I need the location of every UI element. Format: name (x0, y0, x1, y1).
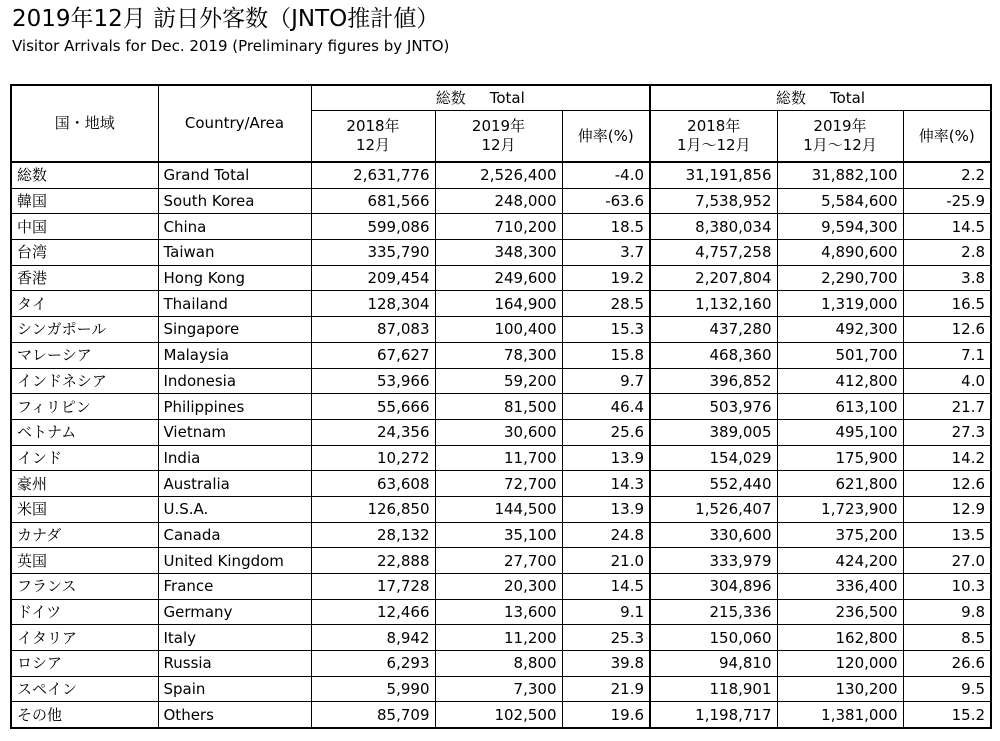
cell-ytd-2019: 1,723,900 (777, 496, 903, 522)
cell-dec-2019: 7,300 (435, 676, 562, 702)
cell-ytd-2018: 4,757,258 (650, 240, 777, 266)
cell-dec-growth: 15.8 (562, 342, 650, 368)
cell-ytd-2019: 1,381,000 (777, 702, 903, 728)
cell-region-ja: シンガポール (11, 317, 158, 343)
table-row (11, 522, 991, 548)
header-ytd-2018 (650, 111, 777, 163)
cell-dec-growth: 13.9 (562, 496, 650, 522)
cell-region-ja: ロシア (11, 651, 158, 677)
cell-ytd-growth: 9.5 (903, 676, 991, 702)
cell-ytd-growth: 3.8 (903, 265, 991, 291)
cell-ytd-2019: 613,100 (777, 394, 903, 420)
cell-region-en: United Kingdom (158, 548, 311, 574)
cell-dec-2019: 348,300 (435, 240, 562, 266)
cell-dec-2019: 81,500 (435, 394, 562, 420)
cell-ytd-growth: 12.6 (903, 317, 991, 343)
cell-region-en: India (158, 445, 311, 471)
cell-region-ja: 英国 (11, 548, 158, 574)
cell-ytd-2019: 495,100 (777, 419, 903, 445)
cell-dec-2018: 8,942 (311, 625, 435, 651)
cell-dec-2019: 8,800 (435, 651, 562, 677)
cell-region-ja: 総数 (11, 162, 158, 188)
cell-region-en: Indonesia (158, 368, 311, 394)
cell-dec-2018: 209,454 (311, 265, 435, 291)
cell-ytd-growth: 2.2 (903, 162, 991, 188)
cell-ytd-2019: 120,000 (777, 651, 903, 677)
cell-dec-2018: 55,666 (311, 394, 435, 420)
cell-region-ja: 台湾 (11, 240, 158, 266)
cell-ytd-2018: 552,440 (650, 471, 777, 497)
cell-ytd-2019: 162,800 (777, 625, 903, 651)
cell-dec-2018: 67,627 (311, 342, 435, 368)
cell-ytd-2018: 437,280 (650, 317, 777, 343)
cell-ytd-growth: 8.5 (903, 625, 991, 651)
cell-region-ja: フランス (11, 574, 158, 600)
header-ytd-2018-year: 2018年 (687, 117, 741, 135)
table-row (11, 214, 991, 240)
cell-ytd-growth: 10.3 (903, 574, 991, 600)
cell-dec-2018: 599,086 (311, 214, 435, 240)
cell-ytd-2018: 94,810 (650, 651, 777, 677)
cell-ytd-2018: 304,896 (650, 574, 777, 600)
header-dec-2018 (311, 111, 435, 163)
cell-region-ja: タイ (11, 291, 158, 317)
cell-dec-2019: 59,200 (435, 368, 562, 394)
cell-ytd-growth: 15.2 (903, 702, 991, 728)
cell-dec-2019: 11,700 (435, 445, 562, 471)
cell-ytd-growth: 9.8 (903, 599, 991, 625)
cell-dec-growth: 21.0 (562, 548, 650, 574)
cell-dec-growth: 39.8 (562, 651, 650, 677)
cell-dec-2018: 53,966 (311, 368, 435, 394)
cell-region-ja: 韓国 (11, 188, 158, 214)
cell-dec-growth: 21.9 (562, 676, 650, 702)
cell-ytd-2018: 150,060 (650, 625, 777, 651)
cell-dec-growth: 25.3 (562, 625, 650, 651)
cell-region-en: Spain (158, 676, 311, 702)
cell-ytd-2019: 130,200 (777, 676, 903, 702)
cell-region-ja: 香港 (11, 265, 158, 291)
cell-region-en: Malaysia (158, 342, 311, 368)
header-ytd-2018-period: 1月～12月 (676, 136, 751, 154)
cell-dec-growth: 46.4 (562, 394, 650, 420)
header-group-annual (650, 85, 991, 111)
cell-region-en: U.S.A. (158, 496, 311, 522)
cell-ytd-growth: 26.6 (903, 651, 991, 677)
cell-dec-2019: 102,500 (435, 702, 562, 728)
cell-region-ja: イタリア (11, 625, 158, 651)
table-row (11, 625, 991, 651)
cell-ytd-2018: 31,191,856 (650, 162, 777, 188)
cell-dec-2018: 128,304 (311, 291, 435, 317)
cell-ytd-2019: 175,900 (777, 445, 903, 471)
header-ytd-2019 (777, 111, 903, 163)
cell-region-ja: 豪州 (11, 471, 158, 497)
cell-dec-2018: 126,850 (311, 496, 435, 522)
header-ytd-2019-year: 2019年 (813, 117, 867, 135)
cell-region-ja: ベトナム (11, 419, 158, 445)
cell-region-en: Grand Total (158, 162, 311, 188)
header-region-ja: 国・地域 (11, 85, 158, 162)
header-group-annual-en: Total (830, 88, 866, 107)
cell-ytd-2019: 5,584,600 (777, 188, 903, 214)
table-row (11, 676, 991, 702)
cell-region-ja: 米国 (11, 496, 158, 522)
cell-ytd-2018: 2,207,804 (650, 265, 777, 291)
cell-ytd-2018: 1,198,717 (650, 702, 777, 728)
cell-dec-growth: 9.1 (562, 599, 650, 625)
cell-ytd-2019: 31,882,100 (777, 162, 903, 188)
header-growth-annual: 伸率(%) (903, 111, 991, 163)
cell-ytd-2018: 333,979 (650, 548, 777, 574)
table-row (11, 599, 991, 625)
cell-dec-growth: 28.5 (562, 291, 650, 317)
table-row (11, 471, 991, 497)
cell-region-ja: マレーシア (11, 342, 158, 368)
cell-ytd-2019: 492,300 (777, 317, 903, 343)
cell-region-en: Vietnam (158, 419, 311, 445)
table-row (11, 702, 991, 728)
header-dec-2019-year: 2019年 (471, 117, 526, 135)
cell-dec-2018: 10,272 (311, 445, 435, 471)
cell-ytd-2018: 330,600 (650, 522, 777, 548)
cell-dec-growth: 3.7 (562, 240, 650, 266)
cell-dec-2018: 85,709 (311, 702, 435, 728)
cell-dec-growth: -63.6 (562, 188, 650, 214)
cell-region-en: Philippines (158, 394, 311, 420)
cell-region-en: China (158, 214, 311, 240)
cell-ytd-2019: 9,594,300 (777, 214, 903, 240)
table-row (11, 368, 991, 394)
cell-dec-2019: 249,600 (435, 265, 562, 291)
cell-region-en: Australia (158, 471, 311, 497)
cell-dec-2019: 100,400 (435, 317, 562, 343)
header-group-monthly (311, 85, 650, 111)
cell-region-en: Russia (158, 651, 311, 677)
header-region-en: Country/Area (158, 85, 311, 162)
cell-ytd-2019: 1,319,000 (777, 291, 903, 317)
cell-dec-2018: 28,132 (311, 522, 435, 548)
cell-ytd-growth: 12.9 (903, 496, 991, 522)
cell-ytd-2018: 503,976 (650, 394, 777, 420)
cell-dec-growth: 19.2 (562, 265, 650, 291)
cell-region-ja: 中国 (11, 214, 158, 240)
cell-ytd-2019: 2,290,700 (777, 265, 903, 291)
cell-ytd-2018: 468,360 (650, 342, 777, 368)
cell-ytd-2019: 501,700 (777, 342, 903, 368)
table-row (11, 445, 991, 471)
cell-dec-2018: 681,566 (311, 188, 435, 214)
cell-dec-2018: 24,356 (311, 419, 435, 445)
cell-ytd-2018: 215,336 (650, 599, 777, 625)
cell-dec-growth: 14.5 (562, 574, 650, 600)
cell-region-ja: スペイン (11, 676, 158, 702)
header-group-monthly-ja: 総数 (435, 88, 466, 107)
cell-ytd-2018: 8,380,034 (650, 214, 777, 240)
cell-dec-2018: 12,466 (311, 599, 435, 625)
cell-region-en: Singapore (158, 317, 311, 343)
cell-dec-2019: 78,300 (435, 342, 562, 368)
header-dec-2018-month: 12月 (355, 136, 391, 154)
cell-ytd-growth: 13.5 (903, 522, 991, 548)
table-row (11, 265, 991, 291)
cell-ytd-2019: 236,500 (777, 599, 903, 625)
cell-dec-growth: -4.0 (562, 162, 650, 188)
cell-ytd-growth: 14.5 (903, 214, 991, 240)
table-row (11, 419, 991, 445)
cell-ytd-2019: 375,200 (777, 522, 903, 548)
cell-dec-2019: 248,000 (435, 188, 562, 214)
cell-region-ja: インドネシア (11, 368, 158, 394)
header-ytd-2019-period: 1月～12月 (803, 136, 877, 154)
cell-dec-2019: 11,200 (435, 625, 562, 651)
cell-ytd-2018: 7,538,952 (650, 188, 777, 214)
table-row (11, 394, 991, 420)
table-row (11, 651, 991, 677)
cell-dec-2019: 35,100 (435, 522, 562, 548)
cell-dec-growth: 13.9 (562, 445, 650, 471)
cell-ytd-2019: 336,400 (777, 574, 903, 600)
cell-dec-growth: 25.6 (562, 419, 650, 445)
visitor-arrivals-table (10, 84, 992, 729)
table-row (11, 162, 991, 188)
cell-ytd-2018: 389,005 (650, 419, 777, 445)
cell-ytd-2019: 424,200 (777, 548, 903, 574)
cell-ytd-2018: 118,901 (650, 676, 777, 702)
page-title: 2019年12月 訪日外客数（JNTO推計値） (12, 6, 440, 32)
cell-region-en: Others (158, 702, 311, 728)
table-row (11, 548, 991, 574)
cell-ytd-growth: 16.5 (903, 291, 991, 317)
cell-region-en: Hong Kong (158, 265, 311, 291)
table-row (11, 496, 991, 522)
cell-region-en: Canada (158, 522, 311, 548)
cell-ytd-growth: 14.2 (903, 445, 991, 471)
cell-ytd-growth: 2.8 (903, 240, 991, 266)
cell-region-ja: カナダ (11, 522, 158, 548)
cell-region-en: Thailand (158, 291, 311, 317)
cell-ytd-growth: 4.0 (903, 368, 991, 394)
page-subtitle: Visitor Arrivals for Dec. 2019 (Preliminary figures by JNTO) (12, 37, 450, 55)
cell-dec-2018: 87,083 (311, 317, 435, 343)
cell-dec-2018: 22,888 (311, 548, 435, 574)
cell-dec-2018: 5,990 (311, 676, 435, 702)
cell-region-ja: その他 (11, 702, 158, 728)
table-row (11, 317, 991, 343)
cell-dec-2019: 72,700 (435, 471, 562, 497)
cell-region-ja: フィリピン (11, 394, 158, 420)
cell-dec-growth: 15.3 (562, 317, 650, 343)
header-dec-2019 (435, 111, 562, 163)
cell-ytd-growth: 12.6 (903, 471, 991, 497)
cell-ytd-2019: 621,800 (777, 471, 903, 497)
header-group-monthly-en: Total (489, 88, 525, 107)
header-dec-2019-month: 12月 (481, 136, 516, 154)
cell-dec-2019: 2,526,400 (435, 162, 562, 188)
cell-ytd-2019: 4,890,600 (777, 240, 903, 266)
header-dec-2018-year: 2018年 (346, 117, 400, 135)
cell-dec-2018: 6,293 (311, 651, 435, 677)
table-row (11, 342, 991, 368)
table-body (11, 162, 991, 728)
cell-ytd-growth: 21.7 (903, 394, 991, 420)
cell-region-en: Taiwan (158, 240, 311, 266)
header-group-annual-ja: 総数 (775, 88, 806, 107)
table-row (11, 291, 991, 317)
cell-ytd-2019: 412,800 (777, 368, 903, 394)
cell-region-ja: ドイツ (11, 599, 158, 625)
cell-dec-2019: 164,900 (435, 291, 562, 317)
table-header (11, 85, 991, 162)
cell-ytd-growth: 7.1 (903, 342, 991, 368)
table-row (11, 574, 991, 600)
cell-ytd-2018: 396,852 (650, 368, 777, 394)
cell-region-en: South Korea (158, 188, 311, 214)
cell-dec-growth: 19.6 (562, 702, 650, 728)
table-row (11, 240, 991, 266)
cell-region-en: Germany (158, 599, 311, 625)
table-row (11, 188, 991, 214)
cell-dec-growth: 24.8 (562, 522, 650, 548)
cell-ytd-2018: 1,132,160 (650, 291, 777, 317)
header-growth-monthly: 伸率(%) (562, 111, 650, 163)
cell-dec-2018: 335,790 (311, 240, 435, 266)
cell-region-en: France (158, 574, 311, 600)
cell-ytd-growth: 27.3 (903, 419, 991, 445)
cell-dec-2018: 17,728 (311, 574, 435, 600)
cell-region-ja: インド (11, 445, 158, 471)
cell-dec-2019: 13,600 (435, 599, 562, 625)
cell-ytd-2018: 1,526,407 (650, 496, 777, 522)
cell-ytd-growth: 27.0 (903, 548, 991, 574)
cell-region-en: Italy (158, 625, 311, 651)
cell-dec-2019: 27,700 (435, 548, 562, 574)
cell-dec-growth: 9.7 (562, 368, 650, 394)
cell-dec-2018: 63,608 (311, 471, 435, 497)
cell-dec-2019: 144,500 (435, 496, 562, 522)
cell-dec-2019: 30,600 (435, 419, 562, 445)
cell-ytd-growth: -25.9 (903, 188, 991, 214)
cell-dec-2019: 20,300 (435, 574, 562, 600)
cell-dec-growth: 14.3 (562, 471, 650, 497)
cell-dec-2019: 710,200 (435, 214, 562, 240)
cell-ytd-2018: 154,029 (650, 445, 777, 471)
cell-dec-2018: 2,631,776 (311, 162, 435, 188)
cell-dec-growth: 18.5 (562, 214, 650, 240)
